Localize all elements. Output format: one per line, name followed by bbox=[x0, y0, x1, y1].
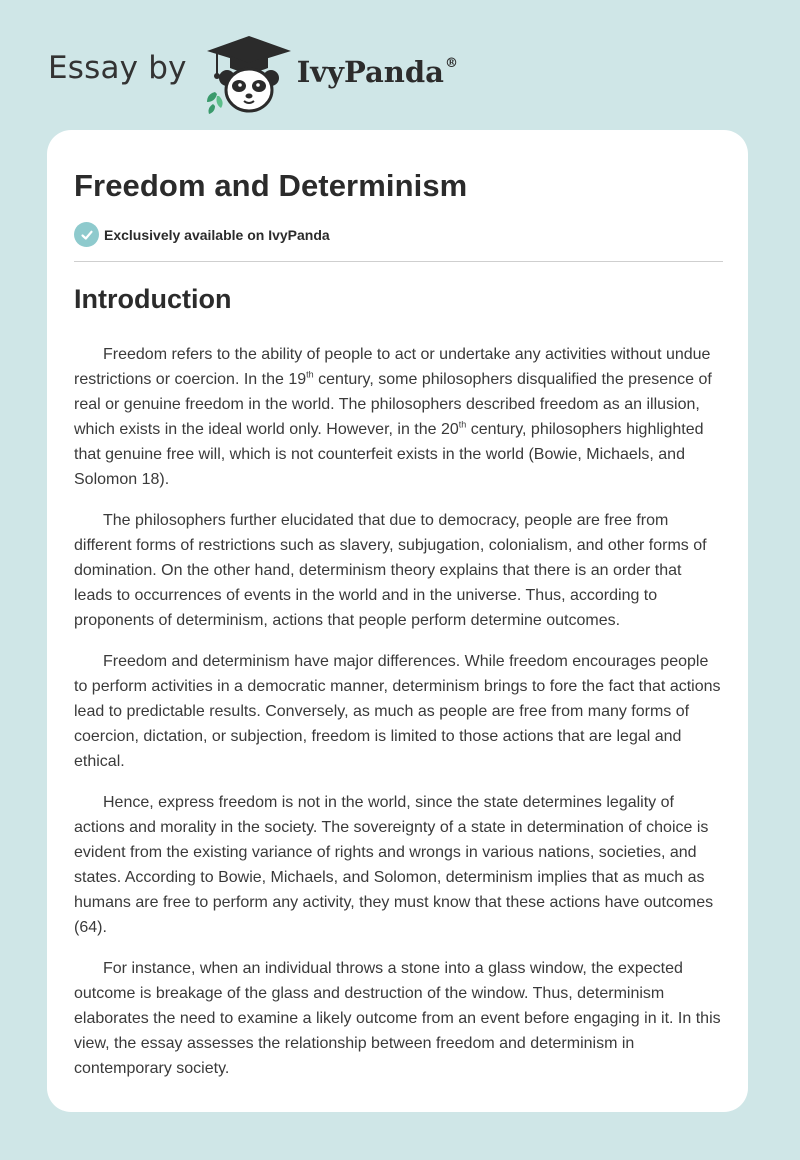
section-heading-introduction: Introduction bbox=[74, 284, 232, 314]
brand-prefix: Essay by bbox=[48, 50, 187, 86]
check-circle-icon bbox=[74, 222, 99, 247]
exclusive-badge bbox=[74, 222, 330, 247]
ordinal-superscript: th bbox=[458, 419, 467, 430]
essay-card bbox=[47, 130, 748, 1112]
paragraph: Hence, express freedom is not in the world, since the state determines legality of actions and morality in the society. The sovereignty of a state in determination of choice is evident from the existing variance of rights and wrongs in various nations, societies, and states. According to Bowie, Michaels, and Solomon, determinism implies that as much as humans are free to perform any activity, they must know that these actions have outcomes (64). bbox=[74, 794, 714, 936]
panda-graduate-logo-icon bbox=[203, 34, 295, 114]
paragraph: For instance, when an individual throws a stone into a glass window, the expected outcome is breakage of the glass and destruction of the window. Thus, determinism elaborates the need to examine a likely outcome from an event before engaging in it. In this view, the essay assesses the relationship between freedom and determinism in contemporary society. bbox=[74, 960, 721, 1077]
essay-body bbox=[74, 342, 724, 1097]
page-title: Freedom and Determinism bbox=[74, 168, 468, 203]
brand-header bbox=[48, 34, 458, 114]
paragraph: Freedom and determinism have major differences. While freedom encourages people to perform activities in a democratic manner, determinism brings to fore the fact that actions lead to predictable results. Conversely, as much as people are free from many forms of coercion, dictation, or subjection, freedom is limited to those actions that are legal and ethical. bbox=[74, 653, 721, 770]
registered-mark: ® bbox=[444, 56, 458, 72]
brand-name-text: IvyPanda bbox=[296, 55, 444, 89]
ordinal-superscript: th bbox=[306, 369, 314, 380]
exclusive-badge-label: Exclusively available on IvyPanda bbox=[104, 226, 330, 243]
brand-name bbox=[297, 55, 458, 89]
paragraph: The philosophers further elucidated that due to democracy, people are free from different forms of restrictions such as slavery, subjugation, colonialism, and other forms of domination. On the other hand, determinism theory explains that there is an order that leads to occurrences of events in the world and in the universe. Thus, according to proponents of determinism, actions that people perform determine outcomes. bbox=[74, 512, 707, 629]
paragraph: Freedom refers to the ability of people to act or undertake any activities without undue restrictions or coercion. In the 19th century, some philosophers disqualified the presence of real or genuine freedom in the world. The philosophers described freedom as an illusion, which exists in the ideal world only. However, in the 20th century, philosophers highlighted that genuine free will, which is not counterfeit exists in the world (Bowie, Michaels, and Solomon 18). bbox=[74, 346, 712, 488]
divider bbox=[74, 261, 723, 262]
